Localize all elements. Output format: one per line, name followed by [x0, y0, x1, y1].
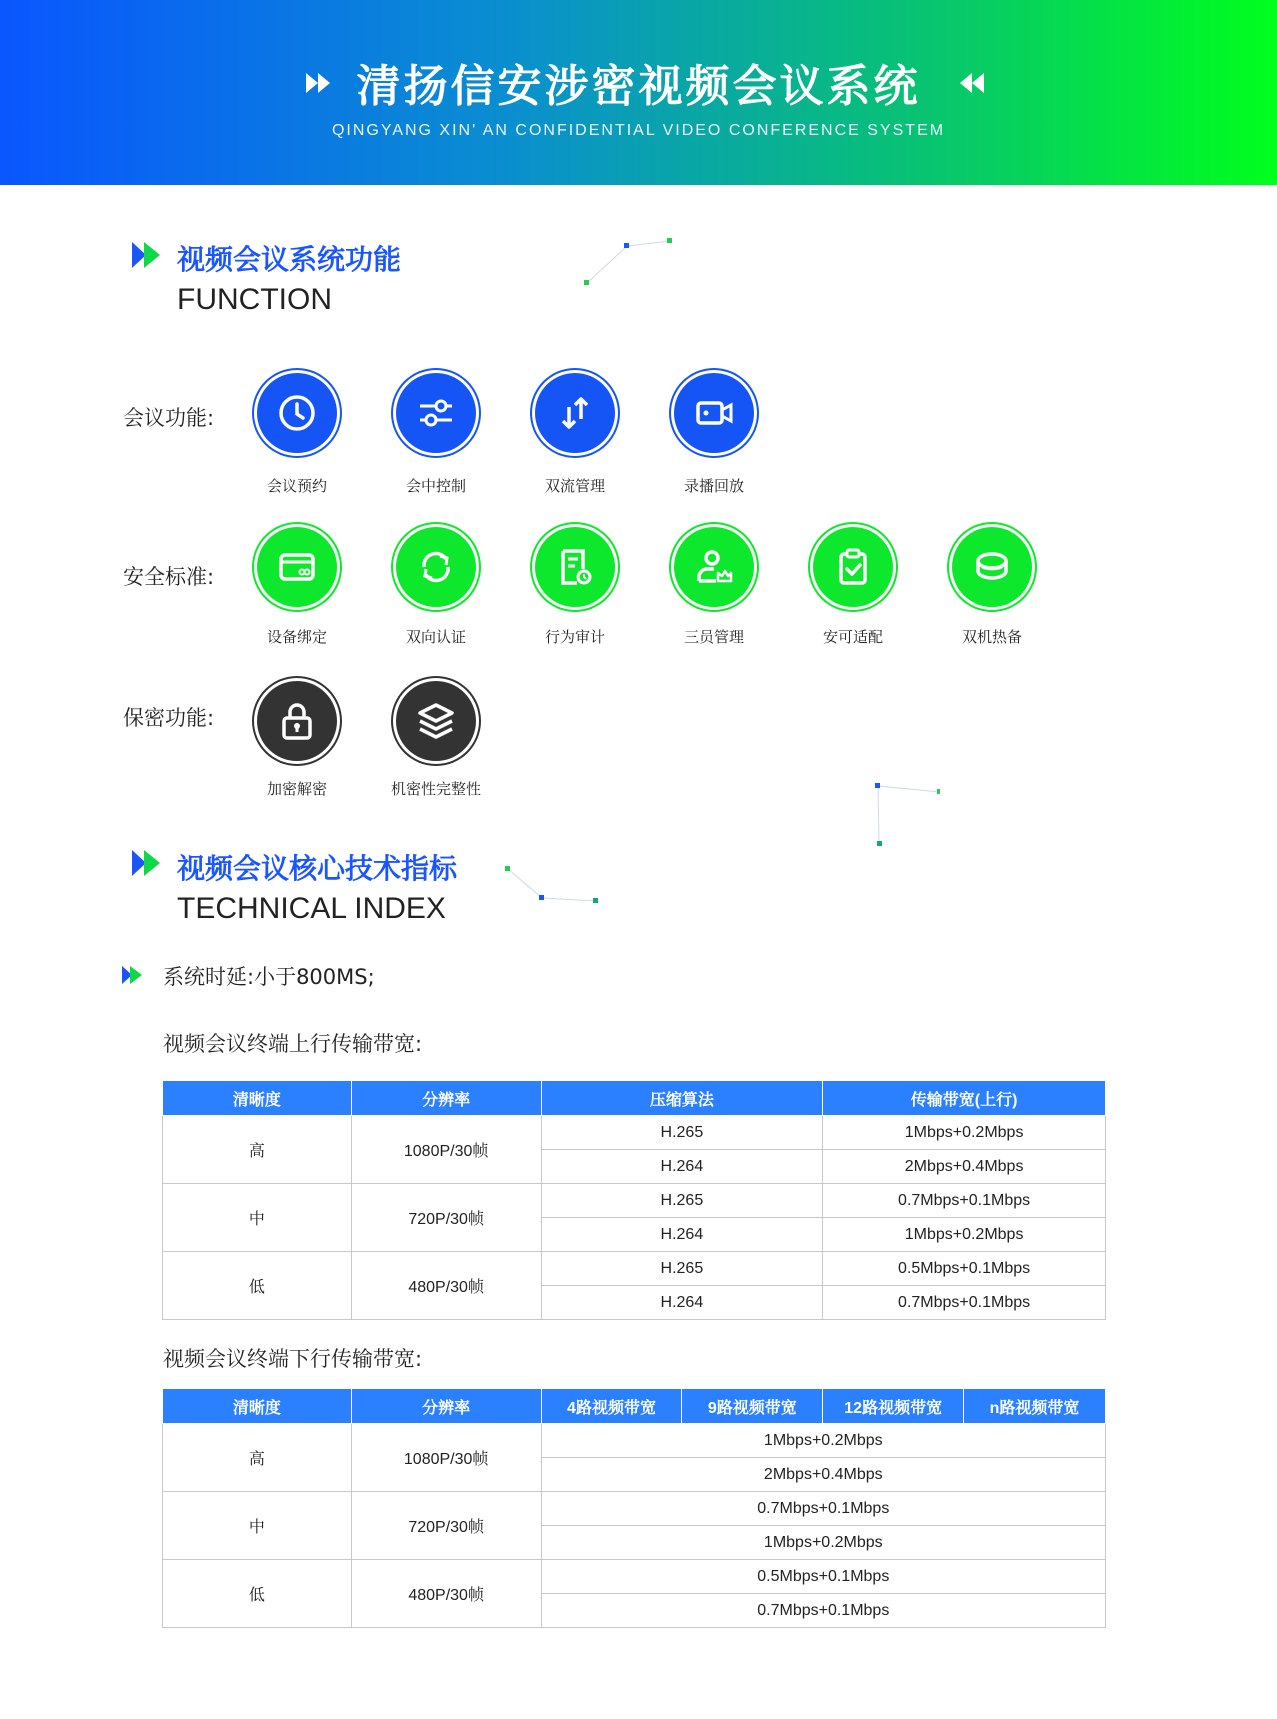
bandwidth-cell: 2Mbps+0.4Mbps [541, 1458, 1105, 1492]
item-caption: 设备绑定 [266, 628, 327, 646]
item-caption: 三员管理 [683, 628, 744, 646]
resolution-cell: 720P/30帧 [351, 1184, 541, 1252]
column-header: 12路视频带宽 [823, 1389, 964, 1424]
latency-spec: 系统时延:小于800MS; [163, 965, 375, 989]
secrecy-function-label: 保密功能: [123, 706, 215, 730]
item-caption: 安可适配 [822, 628, 883, 646]
tech-section-subtitle: TECHNICAL INDEX [177, 892, 446, 925]
table-header-row [163, 1389, 1106, 1424]
codec-cell: H.264 [541, 1286, 823, 1320]
constellation-decoration [580, 235, 680, 285]
section-arrow-icon [132, 242, 162, 268]
card-icon [257, 527, 337, 607]
resolution-cell: 1080P/30帧 [351, 1116, 541, 1184]
swap-arrows-icon [535, 373, 615, 453]
bandwidth-cell: 0.5Mbps+0.1Mbps [541, 1560, 1105, 1594]
sliders-icon [396, 373, 476, 453]
column-header: 9路视频带宽 [682, 1389, 823, 1424]
column-header: 传输带宽(上行) [823, 1081, 1106, 1116]
resolution-cell: 480P/30帧 [351, 1560, 541, 1628]
clipboard-check-icon [813, 527, 893, 607]
table-row [163, 1252, 1106, 1286]
level-cell: 低 [163, 1560, 352, 1628]
table-row [163, 1560, 1106, 1594]
column-header: 分辨率 [351, 1081, 541, 1116]
meeting-function-label: 会议功能: [123, 406, 215, 430]
bandwidth-cell: 0.5Mbps+0.1Mbps [823, 1252, 1106, 1286]
column-header: 清晰度 [163, 1081, 352, 1116]
codec-cell: H.264 [541, 1218, 823, 1252]
downlink-caption: 视频会议终端下行传输带宽: [163, 1347, 423, 1371]
constellation-decoration [870, 780, 940, 850]
table-row [163, 1492, 1106, 1526]
column-header: n路视频带宽 [964, 1389, 1106, 1424]
function-section-title: 视频会议系统功能 [177, 243, 402, 276]
bandwidth-cell: 2Mbps+0.4Mbps [823, 1150, 1106, 1184]
video-camera-icon [674, 373, 754, 453]
database-icon [952, 527, 1032, 607]
uplink-table [162, 1080, 1106, 1320]
bandwidth-cell: 0.7Mbps+0.1Mbps [541, 1492, 1105, 1526]
table-row [163, 1424, 1106, 1458]
bandwidth-cell: 1Mbps+0.2Mbps [541, 1526, 1105, 1560]
resolution-cell: 1080P/30帧 [351, 1424, 541, 1492]
user-admin-icon [674, 527, 754, 607]
constellation-decoration [500, 862, 605, 907]
column-header: 压缩算法 [541, 1081, 823, 1116]
item-caption: 行为审计 [544, 628, 605, 646]
bandwidth-cell: 1Mbps+0.2Mbps [541, 1424, 1105, 1458]
header-banner [0, 0, 1277, 185]
bandwidth-cell: 1Mbps+0.2Mbps [823, 1218, 1106, 1252]
bullet-arrow-icon [122, 966, 144, 984]
downlink-table [162, 1388, 1106, 1628]
level-cell: 低 [163, 1252, 352, 1320]
column-header: 清晰度 [163, 1389, 352, 1424]
refresh-icon [396, 527, 476, 607]
item-caption: 会议预约 [266, 477, 327, 495]
level-cell: 高 [163, 1424, 352, 1492]
bandwidth-cell: 0.7Mbps+0.1Mbps [823, 1286, 1106, 1320]
lock-icon [257, 681, 337, 761]
codec-cell: H.265 [541, 1252, 823, 1286]
function-section-subtitle: FUNCTION [177, 283, 332, 316]
bandwidth-cell: 0.7Mbps+0.1Mbps [541, 1594, 1105, 1628]
table-row [163, 1116, 1106, 1150]
item-caption: 机密性完整性 [390, 780, 481, 798]
page-title: 清扬信安涉密视频会议系统 [356, 61, 921, 112]
column-header: 4路视频带宽 [541, 1389, 682, 1424]
resolution-cell: 480P/30帧 [351, 1252, 541, 1320]
uplink-caption: 视频会议终端上行传输带宽: [163, 1032, 423, 1056]
item-caption: 加密解密 [266, 780, 327, 798]
section-arrow-icon [132, 850, 162, 876]
level-cell: 中 [163, 1184, 352, 1252]
item-caption: 会中控制 [405, 477, 466, 495]
column-header: 分辨率 [351, 1389, 541, 1424]
item-caption: 双机热备 [961, 628, 1022, 646]
table-row [163, 1184, 1106, 1218]
bandwidth-cell: 1Mbps+0.2Mbps [823, 1116, 1106, 1150]
codec-cell: H.264 [541, 1150, 823, 1184]
security-standard-label: 安全标准: [123, 565, 215, 589]
double-play-right-icon [956, 71, 984, 95]
layers-icon [396, 681, 476, 761]
bandwidth-cell: 0.7Mbps+0.1Mbps [823, 1184, 1106, 1218]
level-cell: 高 [163, 1116, 352, 1184]
item-caption: 双向认证 [405, 628, 466, 646]
page-subtitle: QINGYANG XIN' AN CONFIDENTIAL VIDEO CONFERENCE SYSTEM [331, 122, 946, 139]
clock-icon [257, 373, 337, 453]
item-caption: 录播回放 [683, 477, 744, 495]
codec-cell: H.265 [541, 1116, 823, 1150]
audit-document-icon [535, 527, 615, 607]
codec-cell: H.265 [541, 1184, 823, 1218]
table-header-row [163, 1081, 1106, 1116]
resolution-cell: 720P/30帧 [351, 1492, 541, 1560]
level-cell: 中 [163, 1492, 352, 1560]
tech-section-title: 视频会议核心技术指标 [177, 852, 458, 885]
item-caption: 双流管理 [544, 477, 605, 495]
